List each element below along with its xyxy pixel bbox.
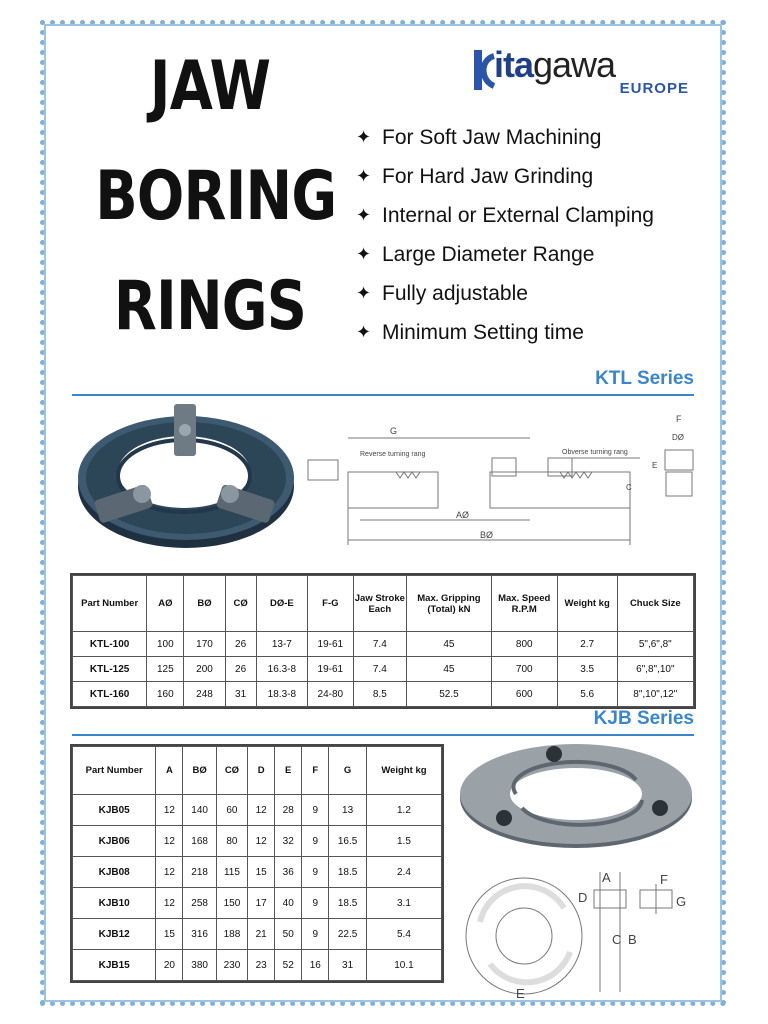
table-cell: 45 <box>407 632 492 657</box>
table-cell: 45 <box>407 657 492 682</box>
kjb-column-header: Weight kg <box>366 747 441 795</box>
table-cell: 12 <box>156 888 183 919</box>
table-cell: 200 <box>184 657 225 682</box>
table-cell: 9 <box>302 795 329 826</box>
feature-item <box>356 196 654 235</box>
table-cell: 218 <box>183 857 216 888</box>
table-cell: 18.5 <box>329 888 367 919</box>
table-cell: 24-80 <box>308 682 353 707</box>
ktl-column-header: Max. Gripping (Total) kN <box>407 576 492 632</box>
table-cell: 7.4 <box>353 632 407 657</box>
feature-text: Large Diameter Range <box>382 242 595 266</box>
table-cell: 248 <box>184 682 225 707</box>
kjb-label-f: F <box>660 872 668 887</box>
kjb-spec-table <box>72 746 442 981</box>
table-cell: 18.5 <box>329 857 367 888</box>
part-number-cell: KTL-125 <box>73 657 147 682</box>
ktl-column-header: Max. Speed R.P.M <box>491 576 557 632</box>
kjb-column-header: F <box>302 747 329 795</box>
table-cell: 12 <box>156 857 183 888</box>
ktl-column-header: BØ <box>184 576 225 632</box>
table-cell: 9 <box>302 857 329 888</box>
table-row <box>73 632 694 657</box>
table-cell: 1.2 <box>366 795 441 826</box>
part-number-cell: KJB10 <box>73 888 156 919</box>
title-line-3: RINGS <box>113 267 307 346</box>
table-cell: 170 <box>184 632 225 657</box>
kjb-column-header: BØ <box>183 747 216 795</box>
table-cell: 12 <box>156 826 183 857</box>
feature-text: Internal or External Clamping <box>382 203 654 227</box>
ktl-column-header: AØ <box>147 576 184 632</box>
star-bullet-icon: ✦ <box>356 205 372 225</box>
feature-item <box>356 274 654 313</box>
table-cell: 16.3-8 <box>256 657 308 682</box>
table-cell: 100 <box>147 632 184 657</box>
ktl-column-header: Jaw Stroke Each <box>353 576 407 632</box>
ktl-column-header: Weight kg <box>557 576 617 632</box>
feature-text: Minimum Setting time <box>382 320 584 344</box>
feature-item <box>356 313 654 352</box>
feature-text: For Soft Jaw Machining <box>382 125 602 149</box>
kjb-column-header: A <box>156 747 183 795</box>
ktl-column-header: F-G <box>308 576 353 632</box>
table-cell: 13 <box>329 795 367 826</box>
kjb-column-header: CØ <box>216 747 247 795</box>
kjb-label-d: D <box>578 890 588 905</box>
table-cell: 2.4 <box>366 857 441 888</box>
table-cell: 16 <box>302 950 329 981</box>
title-line-2: BORING <box>95 157 337 236</box>
table-row <box>73 950 442 981</box>
table-cell: 7.4 <box>353 657 407 682</box>
kjb-divider <box>72 734 694 736</box>
ktl-label-a: AØ <box>456 510 470 520</box>
ktl-label-reverse: Reverse turning rang <box>360 451 426 458</box>
table-cell: 26 <box>225 632 256 657</box>
part-number-cell: KJB12 <box>73 919 156 950</box>
feature-item <box>356 157 654 196</box>
kjb-label-c: C <box>612 932 622 947</box>
kjb-column-header: Part Number <box>73 747 156 795</box>
kjb-series-heading: KJB Series <box>593 708 694 729</box>
table-cell: 3.1 <box>366 888 441 919</box>
kjb-ring-photo <box>456 740 696 850</box>
table-cell: 40 <box>275 888 302 919</box>
ktl-label-obverse: Obverse turning rang <box>562 449 628 456</box>
table-cell: 32 <box>275 826 302 857</box>
table-cell: 258 <box>183 888 216 919</box>
table-cell: 168 <box>183 826 216 857</box>
table-cell: 125 <box>147 657 184 682</box>
kjb-label-e: E <box>516 986 525 1001</box>
table-cell: 60 <box>216 795 247 826</box>
table-cell: 800 <box>491 632 557 657</box>
table-cell: 5.4 <box>366 919 441 950</box>
star-bullet-icon: ✦ <box>356 283 372 303</box>
table-cell: 23 <box>248 950 275 981</box>
table-cell: 160 <box>147 682 184 707</box>
table-cell: 15 <box>156 919 183 950</box>
ktl-column-header: Part Number <box>73 576 147 632</box>
table-cell: 16.5 <box>329 826 367 857</box>
part-number-cell: KJB08 <box>73 857 156 888</box>
part-number-cell: KTL-100 <box>73 632 147 657</box>
table-row <box>73 682 694 707</box>
ktl-label-g: G <box>390 426 398 436</box>
table-cell: 115 <box>216 857 247 888</box>
title-line-1: JAW <box>149 47 271 126</box>
feature-text: Fully adjustable <box>382 281 528 305</box>
table-cell: 9 <box>302 888 329 919</box>
table-row <box>73 657 694 682</box>
feature-list <box>356 118 654 352</box>
ktl-spec-table <box>72 575 694 707</box>
table-cell: 1.5 <box>366 826 441 857</box>
feature-item <box>356 235 654 274</box>
table-cell: 8",10",12" <box>617 682 693 707</box>
table-cell: 26 <box>225 657 256 682</box>
part-number-cell: KJB15 <box>73 950 156 981</box>
table-cell: 380 <box>183 950 216 981</box>
table-cell: 13-7 <box>256 632 308 657</box>
table-cell: 52.5 <box>407 682 492 707</box>
star-bullet-icon: ✦ <box>356 322 372 342</box>
logo-wordmark: itagawa <box>494 44 616 85</box>
ktl-ring-photo <box>76 400 296 560</box>
star-bullet-icon: ✦ <box>356 244 372 264</box>
logo-subtitle: EUROPE <box>619 80 689 97</box>
ktl-series-heading: KTL Series <box>595 368 694 389</box>
kjb-label-g: G <box>676 894 687 909</box>
table-cell: 5.6 <box>557 682 617 707</box>
table-row <box>73 795 442 826</box>
star-bullet-icon: ✦ <box>356 166 372 186</box>
table-cell: 150 <box>216 888 247 919</box>
table-cell: 52 <box>275 950 302 981</box>
table-cell: 19-61 <box>308 632 353 657</box>
ktl-label-c: C <box>626 483 632 492</box>
table-cell: 2.7 <box>557 632 617 657</box>
ktl-label-f: F <box>676 414 682 424</box>
table-row <box>73 857 442 888</box>
table-cell: 31 <box>329 950 367 981</box>
kjb-dimension-diagram <box>460 862 700 1002</box>
ktl-dimension-diagram <box>300 410 700 560</box>
table-cell: 20 <box>156 950 183 981</box>
ktl-label-d: DØ <box>672 433 684 442</box>
table-cell: 12 <box>248 795 275 826</box>
table-cell: 140 <box>183 795 216 826</box>
table-cell: 230 <box>216 950 247 981</box>
table-cell: 6",8",10" <box>617 657 693 682</box>
ktl-divider <box>72 394 694 396</box>
table-cell: 12 <box>156 795 183 826</box>
table-cell: 15 <box>248 857 275 888</box>
table-cell: 22.5 <box>329 919 367 950</box>
table-cell: 188 <box>216 919 247 950</box>
kjb-column-header: E <box>275 747 302 795</box>
star-bullet-icon: ✦ <box>356 127 372 147</box>
table-cell: 5",6",8" <box>617 632 693 657</box>
table-cell: 36 <box>275 857 302 888</box>
ktl-label-b: BØ <box>480 530 494 540</box>
table-cell: 12 <box>248 826 275 857</box>
ktl-label-e: E <box>652 461 658 470</box>
table-cell: 9 <box>302 826 329 857</box>
table-cell: 80 <box>216 826 247 857</box>
table-cell: 700 <box>491 657 557 682</box>
kjb-label-b: B <box>628 932 637 947</box>
table-cell: 8.5 <box>353 682 407 707</box>
table-cell: 316 <box>183 919 216 950</box>
table-cell: 10.1 <box>366 950 441 981</box>
part-number-cell: KTL-160 <box>73 682 147 707</box>
table-cell: 28 <box>275 795 302 826</box>
table-cell: 21 <box>248 919 275 950</box>
kjb-column-header: D <box>248 747 275 795</box>
kitagawa-logo <box>468 40 693 100</box>
ktl-column-header: CØ <box>225 576 256 632</box>
table-cell: 18.3-8 <box>256 682 308 707</box>
feature-text: For Hard Jaw Grinding <box>382 164 594 188</box>
part-number-cell: KJB05 <box>73 795 156 826</box>
table-row <box>73 888 442 919</box>
table-cell: 50 <box>275 919 302 950</box>
table-cell: 17 <box>248 888 275 919</box>
part-number-cell: KJB06 <box>73 826 156 857</box>
table-cell: 31 <box>225 682 256 707</box>
table-cell: 9 <box>302 919 329 950</box>
table-cell: 600 <box>491 682 557 707</box>
feature-item <box>356 118 654 157</box>
table-cell: 19-61 <box>308 657 353 682</box>
page-title <box>95 32 337 362</box>
table-cell: 3.5 <box>557 657 617 682</box>
table-row <box>73 919 442 950</box>
ktl-column-header: Chuck Size <box>617 576 693 632</box>
kjb-label-a: A <box>602 870 611 885</box>
ktl-column-header: DØ-E <box>256 576 308 632</box>
kjb-column-header: G <box>329 747 367 795</box>
table-row <box>73 826 442 857</box>
